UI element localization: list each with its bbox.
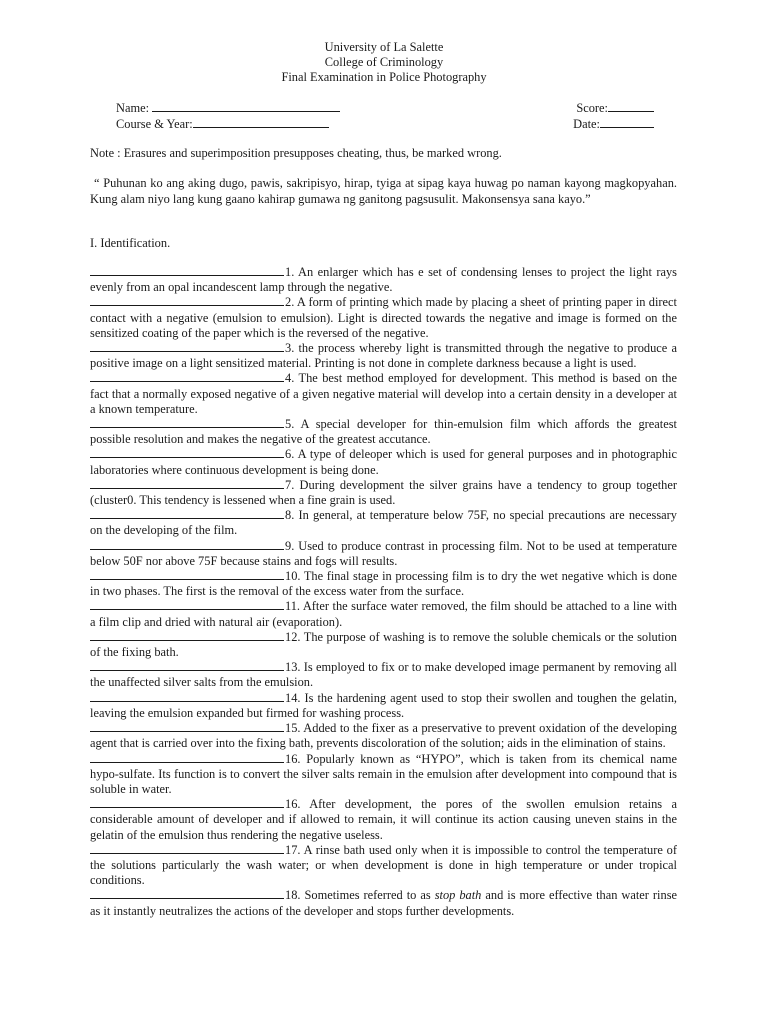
name-blank[interactable] (152, 101, 340, 112)
question-text: 15. Added to the fixer as a preservative to prevent oxidation of the developing agent that is carried over into the fixing bath, prevents discoloration of the solution; aids in the elimination of stains. (90, 721, 677, 751)
question-item (90, 797, 677, 843)
question-item (90, 447, 677, 477)
date-blank[interactable] (600, 117, 654, 128)
date-field[interactable] (573, 116, 654, 132)
answer-blank[interactable] (90, 447, 284, 458)
question-text: 12. The purpose of washing is to remove the soluble chemicals or the solution of the fixing bath. (90, 629, 677, 660)
answer-blank[interactable] (90, 417, 284, 428)
course-field[interactable] (116, 116, 329, 132)
question-item (90, 843, 677, 889)
answer-blank[interactable] (90, 371, 284, 382)
question-item (90, 539, 677, 569)
question-item (90, 660, 677, 690)
answer-blank[interactable] (90, 630, 284, 641)
question-text: 6. A type of deleoper which is used for general purposes and in photographic laboratories where continuous development is being done. (90, 447, 677, 477)
answer-blank[interactable] (90, 295, 284, 306)
answer-blank[interactable] (90, 539, 284, 550)
answer-blank[interactable] (90, 569, 284, 580)
answer-blank[interactable] (90, 660, 284, 671)
question-text: 16. Popularly known as “HYPO”, which is taken from its chemical name hypo-sulfate. Its function is to convert the silver salts remain in the emulsion after development into compound that is soluble in water. (90, 751, 677, 796)
course-label: Course & Year: (116, 117, 193, 131)
question-emphasis: stop bath (434, 888, 482, 903)
question-item (90, 752, 677, 798)
question-text: 18. Sometimes referred to as (285, 888, 435, 903)
answer-blank[interactable] (90, 478, 284, 489)
score-blank[interactable] (608, 101, 654, 112)
question-item (90, 478, 677, 508)
question-item (90, 417, 677, 447)
question-item (90, 569, 677, 599)
answer-blank[interactable] (90, 752, 284, 763)
answer-blank[interactable] (90, 721, 284, 732)
college-name: College of Criminology (324, 55, 444, 69)
exam-header (0, 40, 768, 85)
question-text: 14. Is the hardening agent used to stop their swollen and toughen the gelatin, leaving the emulsion expanded but firmed for washing process. (90, 690, 677, 720)
question-text: and is more effective than water rinse as it instantly neutralizes the actions of the developer and stops further developments. (90, 888, 678, 918)
date-label: Date: (573, 117, 600, 131)
question-text: 5. A special developer for thin-emulsion film which affords the greatest possible resolution and makes the negative of the greatest accutance. (90, 417, 677, 447)
answer-blank[interactable] (90, 265, 284, 276)
question-text: 11. After the surface water removed, the film should be attached to a line with a film clip and dried with natural air (evaporation). (90, 599, 677, 629)
question-text: 3. the process whereby light is transmitted through the negative to produce a positive image on a light sensitized material. Printing is not done in complete darkness because a light is used. (90, 341, 677, 371)
university-name: University of La Salette (324, 40, 444, 54)
question-item (90, 888, 677, 918)
exam-note: Note : Erasures and superimposition presupposes cheating, thus, be marked wrong. (90, 146, 502, 160)
question-text: 10. The final stage in processing film is to dry the wet negative which is done in two phases. The first is the removal of the excess water from the surface. (90, 569, 677, 599)
quote-text: “ Puhunan ko ang aking dugo, pawis, sakripisyo, hirap, tyiga at sipag kaya huwag po naman kayong magkopyahan. Kung alam niyo lang kung gaano kahirap gumawa ng ganitong pagsusulit. Makonsensya sana kayo.” (90, 176, 677, 206)
question-item (90, 630, 677, 660)
question-text: 16. After development, the pores of the swollen emulsion retains a considerable amount of developer and if allowed to remain, it will continue its action causing uneven stains in the gelatin of the emulsion thus rendering the negative useless. (90, 797, 677, 842)
answer-blank[interactable] (90, 599, 284, 610)
question-text: 4. The best method employed for development. This method is based on the fact that a normally exposed negative of a given negative material will develop into a certain density in a developer at a known temperature. (90, 371, 677, 416)
section-title: I. Identification. (90, 236, 171, 250)
question-text: 2. A form of printing which made by placing a sheet of printing paper in direct contact with a negative (emulsion to emulsion). Light is directed towards the negative and image is formed on the sensitized coating of the paper which is the reversed of the negative. (90, 295, 677, 340)
question-item (90, 371, 677, 417)
question-item (90, 691, 677, 721)
score-field[interactable] (576, 100, 654, 116)
question-item (90, 599, 677, 629)
question-text: 7. During development the silver grains have a tendency to group together (cluster0. This tendency is lessened when a fine grain is used. (90, 477, 677, 508)
score-label: Score: (576, 101, 608, 115)
name-label: Name: (116, 101, 150, 115)
course-blank[interactable] (193, 117, 329, 128)
answer-blank[interactable] (90, 797, 284, 808)
question-list (90, 265, 677, 919)
question-text: 13. Is employed to fix or to make developed image permanent by removing all the unaffected silver salts from the emulsion. (90, 660, 677, 690)
question-text: 17. A rinse bath used only when it is impossible to control the temperature of the solutions particularly the wash water; or when development is done in high temperature or under tropical conditions. (90, 842, 677, 888)
question-item (90, 508, 677, 538)
question-item (90, 295, 677, 341)
question-text: 8. In general, at temperature below 75F, no special precautions are necessary on the developing of the film. (90, 508, 677, 538)
answer-blank[interactable] (90, 508, 284, 519)
answer-blank[interactable] (90, 341, 284, 352)
question-item (90, 721, 677, 751)
exam-title: Final Examination in Police Photography (281, 70, 487, 84)
student-info (116, 100, 654, 132)
answer-blank[interactable] (90, 843, 284, 854)
question-item (90, 265, 677, 295)
name-field[interactable] (116, 100, 340, 116)
question-text: 1. An enlarger which has e set of condensing lenses to project the light rays evenly from an opal incandescent lamp through the negative. (90, 265, 677, 295)
answer-blank[interactable] (90, 888, 284, 899)
answer-blank[interactable] (90, 691, 284, 702)
exam-quote (90, 176, 677, 207)
question-item (90, 341, 677, 371)
question-text: 9. Used to produce contrast in processing film. Not to be used at temperature below 50F nor above 75F because stains and fogs will results. (90, 538, 677, 568)
